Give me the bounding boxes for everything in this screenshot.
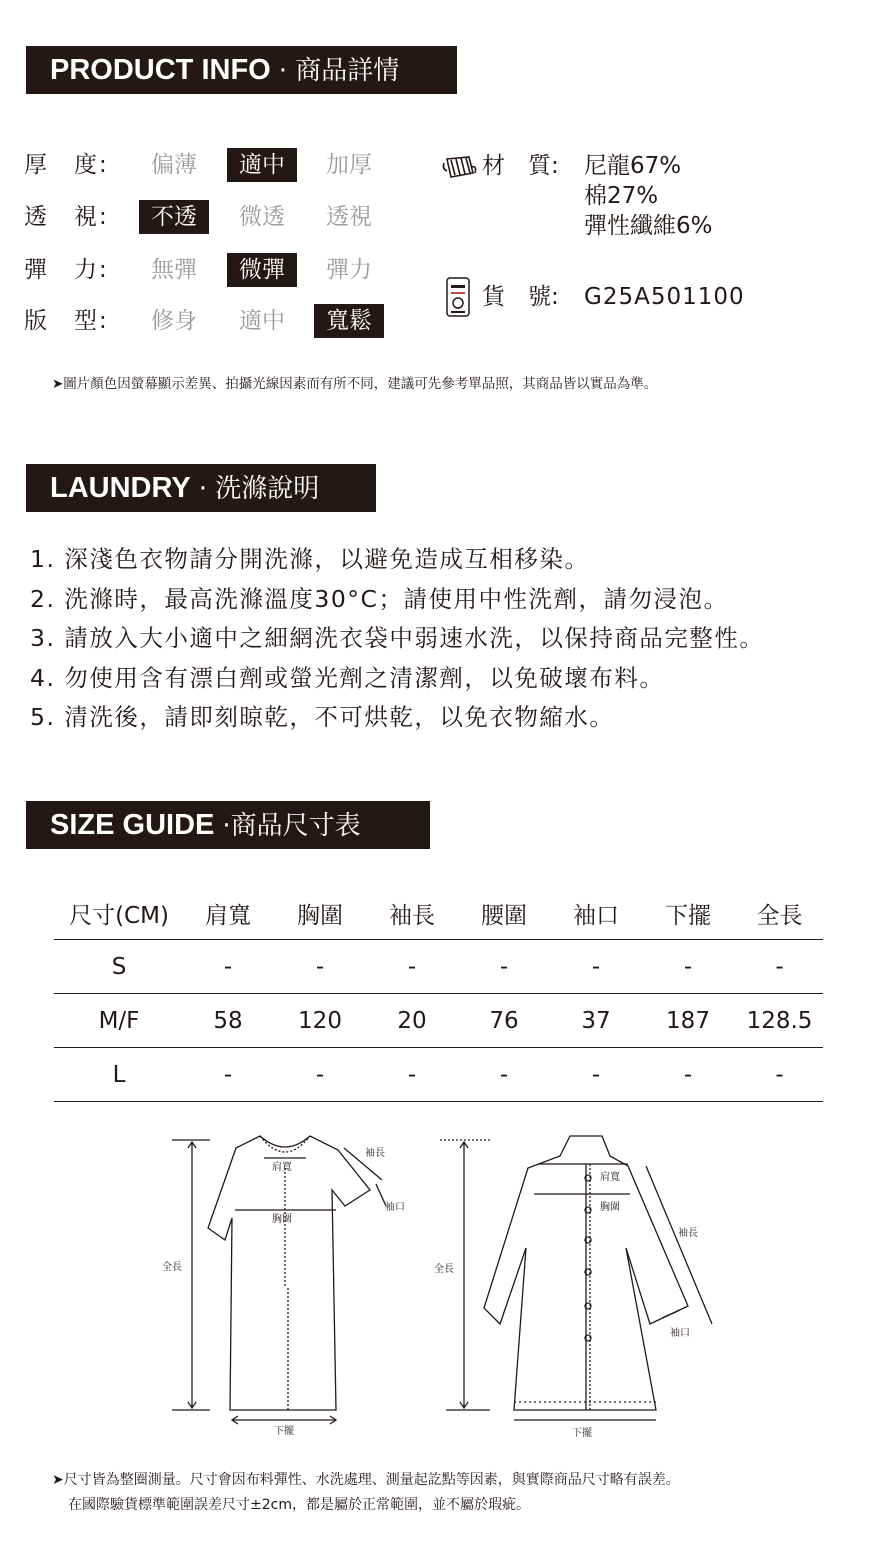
label-hem-right: 下擺 — [572, 1428, 592, 1439]
item-no-value: G25A501100 — [584, 284, 745, 310]
label-length-right: 全長 — [434, 1264, 454, 1275]
table-cell: M/F — [54, 994, 184, 1048]
product-info-header-zh: · 商品詳情 — [278, 56, 400, 86]
attr-option: 透視 — [326, 204, 372, 230]
material-line: 棉27% — [584, 183, 659, 209]
size-guide-header-zh: ·商品尺寸表 — [222, 811, 361, 841]
attr-label-thickness: 厚 度: — [24, 152, 109, 178]
size-table — [54, 887, 823, 1102]
attr-option: 彈力 — [326, 257, 372, 283]
laundry-header — [26, 464, 376, 512]
attr-label-transparency: 透 視: — [24, 204, 109, 230]
table-cell: - — [368, 1048, 456, 1102]
size-note-line2: 在國際驗貨標準範圍誤差尺寸±2cm，都是屬於正常範圍，並不屬於瑕疵。 — [68, 1497, 530, 1513]
attr-option: 偏薄 — [151, 152, 197, 178]
table-cell: 128.5 — [736, 994, 823, 1048]
product-info-header-en: PRODUCT INFO — [50, 54, 271, 86]
table-row — [54, 940, 823, 994]
attr-label-elasticity: 彈 力: — [24, 257, 109, 283]
laundry-header-zh: · 洗滌說明 — [198, 474, 320, 504]
column-header: 袖口 — [552, 887, 640, 940]
laundry-item: 5. 清洗後，請即刻晾乾，不可烘乾，以免衣物縮水。 — [30, 703, 615, 731]
table-row — [54, 1048, 823, 1102]
laundry-item: 1. 深淺色衣物請分開洗滌，以避免造成互相移染。 — [30, 545, 590, 573]
label-hem-left: 下擺 — [274, 1426, 294, 1437]
laundry-header-en: LAUNDRY — [50, 472, 191, 504]
attr-option: 微透 — [239, 204, 285, 230]
table-cell: - — [272, 940, 368, 994]
table-cell: - — [368, 940, 456, 994]
column-header: 下擺 — [640, 887, 736, 940]
column-header: 尺寸(CM) — [54, 887, 184, 940]
laundry-item: 2. 洗滌時，最高洗滌溫度30°C；請使用中性洗劑，請勿浸泡。 — [30, 584, 729, 613]
thread-spool-icon — [441, 153, 479, 181]
column-header: 肩寬 — [184, 887, 272, 940]
laundry-item: 4. 勿使用含有漂白劑或螢光劑之清潔劑，以免破壞布料。 — [30, 663, 665, 692]
table-cell: - — [640, 940, 736, 994]
color-disclaimer: ➤圖片顏色因螢幕顯示差異、拍攝光線因素而有所不同，建議可先參考單品照，其商品皆以實品為準。 — [52, 376, 658, 392]
item-no-label: 貨 號: — [482, 284, 559, 310]
table-cell: S — [54, 940, 184, 994]
table-cell: - — [736, 1048, 823, 1102]
tag-icon — [445, 276, 471, 318]
size-guide-header-en: SIZE GUIDE — [50, 809, 215, 841]
label-chest-right: 胸圍 — [600, 1202, 620, 1213]
laundry-list — [30, 540, 764, 738]
label-cuff-right: 袖口 — [670, 1328, 690, 1339]
material-line: 尼龍67% — [584, 153, 682, 179]
material-label: 材 質: — [482, 153, 559, 179]
long-sleeve-shirt-dress-drawing — [440, 1136, 712, 1420]
table-cell: 76 — [456, 994, 552, 1048]
size-table-header-row — [54, 887, 823, 940]
attr-option-selected: 不透 — [139, 200, 209, 234]
attr-option: 修身 — [151, 308, 197, 334]
table-cell: 58 — [184, 994, 272, 1048]
label-sleeve-right: 袖長 — [678, 1228, 698, 1239]
attr-option-selected: 適中 — [227, 148, 297, 182]
label-shoulder-right: 肩寬 — [600, 1172, 620, 1183]
material-line: 彈性纖維6% — [584, 213, 713, 239]
label-cuff-left: 袖口 — [385, 1202, 405, 1213]
column-header: 胸圍 — [272, 887, 368, 940]
label-length-left: 全長 — [162, 1262, 182, 1273]
label-shoulder-left: 肩寬 — [272, 1162, 292, 1173]
table-cell: - — [736, 940, 823, 994]
table-cell: - — [552, 940, 640, 994]
table-cell: 187 — [640, 994, 736, 1048]
attr-option: 適中 — [239, 308, 285, 334]
short-sleeve-dress-drawing — [172, 1136, 386, 1424]
attr-option: 無彈 — [151, 257, 197, 283]
attr-label-fit: 版 型: — [24, 308, 109, 334]
size-note-line1: ➤尺寸皆為整圈測量。尺寸會因布料彈性、水洗處理、測量起訖點等因素，與實際商品尺寸略有誤差。 — [52, 1472, 680, 1488]
table-cell: - — [272, 1048, 368, 1102]
attr-option-selected: 寬鬆 — [314, 304, 384, 338]
table-cell: L — [54, 1048, 184, 1102]
table-cell: - — [184, 1048, 272, 1102]
laundry-item: 3. 請放入大小適中之細網洗衣袋中弱速水洗，以保持商品完整性。 — [30, 624, 765, 652]
table-cell: 37 — [552, 994, 640, 1048]
column-header: 袖長 — [368, 887, 456, 940]
column-header: 全長 — [736, 887, 823, 940]
size-guide-header — [26, 801, 430, 849]
label-sleeve-left: 袖長 — [365, 1148, 385, 1159]
table-cell: 20 — [368, 994, 456, 1048]
product-info-header — [26, 46, 457, 94]
table-cell: - — [184, 940, 272, 994]
table-cell: 120 — [272, 994, 368, 1048]
table-cell: - — [456, 1048, 552, 1102]
table-row — [54, 994, 823, 1048]
column-header: 腰圍 — [456, 887, 552, 940]
table-cell: - — [456, 940, 552, 994]
attr-option: 加厚 — [326, 152, 372, 178]
attr-option-selected: 微彈 — [227, 253, 297, 287]
table-cell: - — [640, 1048, 736, 1102]
garment-measurement-diagram — [150, 1128, 730, 1448]
table-cell: - — [552, 1048, 640, 1102]
label-chest-left: 胸圍 — [272, 1214, 292, 1225]
